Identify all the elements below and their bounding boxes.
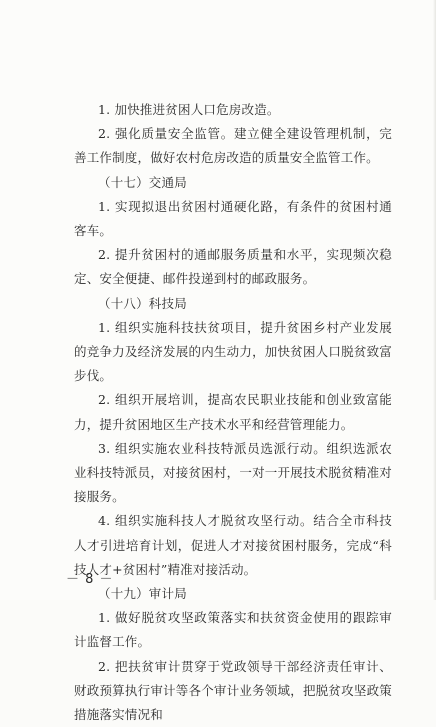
body-text — [74, 98, 392, 727]
paragraph: 4. 组织实施科技人才脱贫攻坚行动。结合全市科技人才引进培育计划，促进人才对接贫困村服务，完成“科技人才+贫困村”精准对接活动。 — [74, 513, 392, 577]
paragraph: 2. 强化质量安全监管。建立健全建设管理机制，完善工作制度，做好农村危房改造的质量安全监管工作。 — [74, 126, 392, 166]
section-heading: （十八）科技局 — [98, 295, 187, 311]
paragraph: 1. 做好脱贫攻坚政策落实和扶贫资金使用的跟踪审计监督工作。 — [74, 610, 392, 650]
section-heading: （十七）交通局 — [98, 174, 187, 190]
section-heading: （十九）审计局 — [98, 586, 187, 602]
paragraph: 2. 组织开展培训，提高农民职业技能和创业致富能力，提升贫困地区生产技术水平和经营管理能力。 — [74, 392, 392, 432]
paragraph: 1. 实现拟退出贫困村通硬化路，有条件的贫困村通客车。 — [74, 198, 392, 239]
paragraph: 1. 组织实施科技扶贫项目，提升贫困乡村产业发展的竞争力及经济发展的内生动力，加快贫困人口脱贫致富步伐。 — [74, 319, 392, 384]
paragraph: 3. 组织实施农业科技特派员选派行动。组织选派农业科技特派员，对接贫困村，一对一开展技术脱贫精准对接服务。 — [74, 440, 392, 505]
paragraph: 2. 提升贫困村的通邮服务质量和水平，实现频次稳定、安全便捷、邮件投递到村的邮政服务。 — [74, 247, 392, 287]
paragraph: 1. 加快推进贫困人口危房改造。 — [98, 102, 280, 117]
page-number: － 8 － — [66, 572, 114, 587]
paragraph: 2. 把扶贫审计贯穿于党政领导干部经济责任审计、财政预算执行审计等各个审计业务领域，把脱贫攻坚政策措施落实情况和 — [74, 658, 392, 723]
